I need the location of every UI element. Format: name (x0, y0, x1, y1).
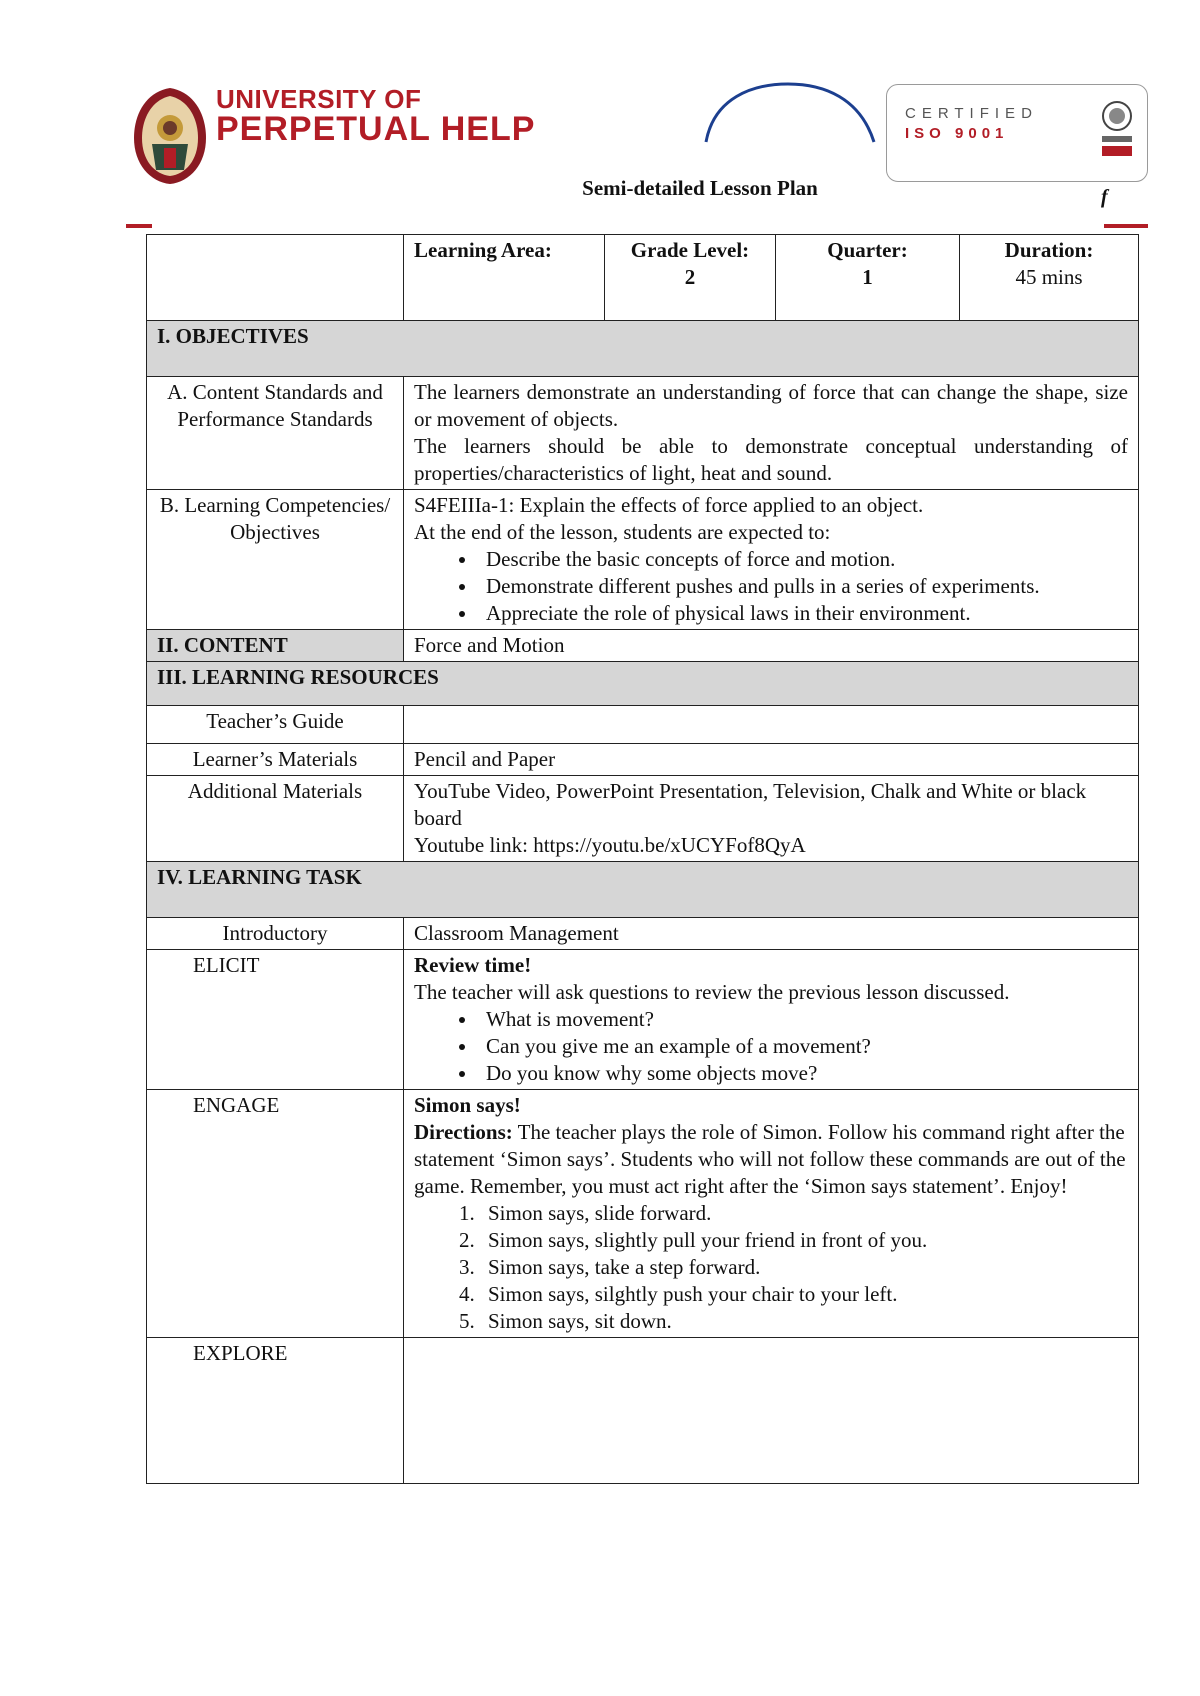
list-item: • Describe the basic concepts of force and motion. (478, 546, 1128, 573)
competencies-row (147, 490, 1139, 630)
stray-character: f (1101, 186, 1108, 208)
competency-intro-line: At the end of the lesson, students are expected to: (414, 520, 831, 544)
elicit-row (147, 950, 1139, 1090)
learning-area-cell (404, 235, 605, 321)
competencies-label: B. Learning Competencies/ Objectives (147, 490, 404, 630)
duration-label: Duration: (1004, 238, 1094, 262)
explore-value (404, 1338, 1139, 1484)
university-logo-text (216, 86, 535, 146)
competency-code-line: S4FEIIIa-1: Explain the effects of force applied to an object. (414, 493, 924, 517)
simon-says-steps (414, 1200, 1128, 1335)
quarter-label: Quarter: (827, 238, 908, 262)
content-value: Force and Motion (404, 630, 1139, 662)
list-item: 1. Simon says, slide forward. (480, 1200, 1128, 1227)
objectives-heading: I. OBJECTIVES (147, 321, 1139, 377)
bureau-veritas-logo-icon (1098, 100, 1136, 162)
resources-heading: III. LEARNING RESOURCES (147, 662, 1139, 706)
elicit-label: ELICIT (147, 950, 404, 1090)
additional-materials-row (147, 776, 1139, 862)
additional-materials-cell (404, 776, 1139, 862)
elicit-cell (404, 950, 1139, 1090)
list-item: • Appreciate the role of physical laws in their environment. (478, 600, 1128, 627)
directions-text: The teacher plays the role of Simon. Follow his command right after the statement ‘Simon says’. Students who will not follow these commands are out of the game. Remember, you must act right after the ‘Simon says statement’. Enjoy! (414, 1120, 1126, 1198)
grade-level-cell (605, 235, 776, 321)
learners-materials-row (147, 744, 1139, 776)
document-header (0, 0, 1200, 230)
header-rule-left (126, 224, 152, 228)
introductory-row (147, 918, 1139, 950)
engage-directions (414, 1119, 1128, 1200)
additional-materials-value: YouTube Video, PowerPoint Presentation, Television, Chalk and White or black board (414, 779, 1087, 830)
engage-row (147, 1090, 1139, 1338)
learners-materials-label: Learner’s Materials (147, 744, 404, 776)
logo-line-2: PERPETUAL HELP (216, 110, 536, 148)
elicit-text: The teacher will ask questions to review the previous lesson discussed. (414, 980, 1010, 1004)
list-item: 3. Simon says, take a step forward. (480, 1254, 1128, 1281)
duration-cell (960, 235, 1139, 321)
cert-line-1: CERTIFIED (905, 105, 1038, 122)
list-item: • What is movement? (478, 1006, 1128, 1033)
performance-standard-text: The learners should be able to demonstrate conceptual understanding of properties/characteristics of light, heat and sound. (414, 434, 1128, 485)
list-item: • Demonstrate different pushes and pulls in a series of experiments. (478, 573, 1128, 600)
content-standards-cell (404, 377, 1139, 490)
resources-heading-row (147, 662, 1139, 706)
quarter-value: 1 (862, 265, 873, 289)
competencies-cell (404, 490, 1139, 630)
explore-label: EXPLORE (147, 1338, 404, 1484)
elicit-title: Review time! (414, 953, 532, 977)
blank-cell (147, 235, 404, 321)
lesson-plan-table (146, 234, 1139, 1484)
cert-line-2: ISO 9001 (905, 125, 1009, 142)
engage-label: ENGAGE (147, 1090, 404, 1338)
list-item: 4. Simon says, silghtly push your chair to your left. (480, 1281, 1128, 1308)
list-item: • Can you give me an example of a movement? (478, 1033, 1128, 1060)
teachers-guide-row (147, 706, 1139, 744)
university-seal-icon (128, 84, 212, 188)
additional-materials-label: Additional Materials (147, 776, 404, 862)
learning-area-label: Learning Area: (414, 238, 552, 262)
header-rule-right (1104, 224, 1148, 228)
content-row (147, 630, 1139, 662)
content-standard-text: The learners demonstrate an understanding of force that can change the shape, size or movement of objects. (414, 380, 1128, 431)
duration-value: 45 mins (1015, 265, 1083, 289)
introductory-value: Classroom Management (404, 918, 1139, 950)
content-standards-label: A. Content Standards and Performance Standards (147, 377, 404, 490)
teachers-guide-label: Teacher’s Guide (147, 706, 404, 744)
directions-label: Directions: (414, 1120, 513, 1144)
list-item: • Do you know why some objects move? (478, 1060, 1128, 1087)
info-row (147, 235, 1139, 321)
engage-title: Simon says! (414, 1093, 521, 1117)
content-standards-row (147, 377, 1139, 490)
grade-level-value: 2 (684, 265, 696, 289)
learning-task-heading: IV. LEARNING TASK (147, 862, 1139, 918)
learning-task-heading-row (147, 862, 1139, 918)
list-item: 2. Simon says, slightly pull your friend in front of you. (480, 1227, 1128, 1254)
learners-materials-value: Pencil and Paper (404, 744, 1139, 776)
explore-row (147, 1338, 1139, 1484)
introductory-label: Introductory (147, 918, 404, 950)
quarter-cell (776, 235, 960, 321)
teachers-guide-value (404, 706, 1139, 744)
objectives-list (414, 546, 1128, 627)
objectives-heading-row (147, 321, 1139, 377)
grade-level-label: Grade Level: (630, 238, 750, 262)
document-title: Semi-detailed Lesson Plan (582, 176, 818, 200)
content-heading: II. CONTENT (147, 630, 404, 662)
youtube-link[interactable]: Youtube link: https://youtu.be/xUCYFof8QyA (414, 833, 806, 857)
engage-cell (404, 1090, 1139, 1338)
decorative-arc-icon (700, 80, 880, 144)
list-item: 5. Simon says, sit down. (480, 1308, 1128, 1335)
logo-line-1: UNIVERSITY OF (216, 84, 422, 114)
elicit-questions (414, 1006, 1128, 1087)
